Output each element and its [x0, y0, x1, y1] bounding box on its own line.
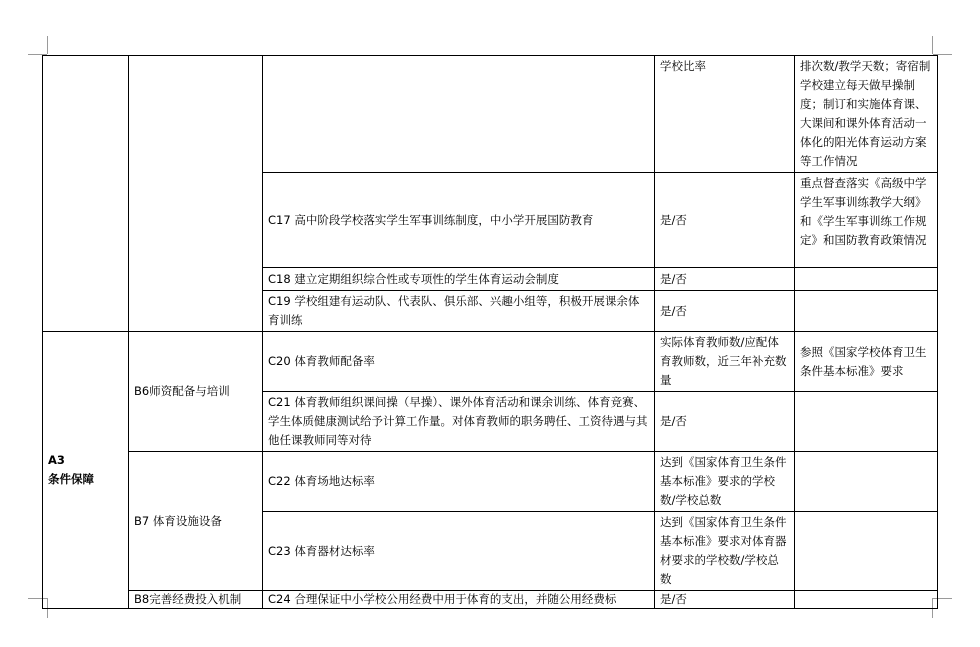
- table-row: [43, 332, 938, 392]
- indicator-cell: C21 体育教师组织课间操（早操）、课外体育活动和课余训练、体育竞赛、学生体质健康测试给予计算工作量。对体育教师的职务聘任、工资待遇与其他任课教师同等对待: [263, 392, 655, 452]
- level2-cell: B8完善经费投入机制: [129, 591, 263, 609]
- note-cell: [795, 291, 938, 332]
- table-row: [43, 591, 938, 609]
- level1-code: A3: [48, 453, 65, 467]
- note-cell: 参照《国家学校体育卫生条件基本标准》要求: [795, 332, 938, 392]
- measure-cell: 是/否: [655, 591, 795, 609]
- indicator-cell: C20 体育教师配备率: [263, 332, 655, 392]
- measure-cell: 是/否: [655, 173, 795, 268]
- crop-mark: [932, 36, 933, 54]
- level1-cell-continued: [43, 56, 129, 332]
- note-cell: 重点督查落实《高级中学学生军事训练教学大纲》和《学生军事训练工作规定》和国防教育政策情况: [795, 173, 938, 268]
- measure-cell: 是/否: [655, 268, 795, 291]
- indicator-cell: C24 合理保证中小学校公用经费中用于体育的支出，并随公用经费标: [263, 591, 655, 609]
- note-cell: [795, 512, 938, 591]
- indicator-cell: C17 高中阶段学校落实学生军事训练制度，中小学开展国防教育: [263, 173, 655, 268]
- table-row: [43, 452, 938, 512]
- note-cell: [795, 591, 938, 609]
- evaluation-table: [42, 55, 938, 609]
- level2-cell: B6师资配备与培训: [129, 332, 263, 452]
- note-cell: [795, 452, 938, 512]
- note-cell: [795, 392, 938, 452]
- measure-cell: 达到《国家体育卫生条件基本标准》要求的学校数/学校总数: [655, 452, 795, 512]
- measure-cell: 实际体育教师数/应配体育教师数，近三年补充数量: [655, 332, 795, 392]
- indicator-cell: C19 学校组建有运动队、代表队、俱乐部、兴趣小组等，积极开展课余体育训练: [263, 291, 655, 332]
- indicator-cell: [263, 56, 655, 173]
- indicator-cell: C23 体育器材达标率: [263, 512, 655, 591]
- note-cell: 排次数/教学天数；寄宿制学校建立每天做早操制度；制订和实施体育课、大课间和课外体育活动一体化的阳光体育运动方案等工作情况: [795, 56, 938, 173]
- level2-cell-continued: [129, 56, 263, 332]
- indicator-cell: C18 建立定期组织综合性或专项性的学生体育运动会制度: [263, 268, 655, 291]
- measure-cell: 是/否: [655, 392, 795, 452]
- measure-cell: 学校比率: [655, 56, 795, 173]
- note-cell: [795, 268, 938, 291]
- measure-cell: 达到《国家体育卫生条件基本标准》要求对体育器材要求的学校数/学校总数: [655, 512, 795, 591]
- indicator-cell: C22 体育场地达标率: [263, 452, 655, 512]
- measure-cell: 是/否: [655, 291, 795, 332]
- level1-name: 条件保障: [48, 472, 94, 486]
- table-row: [43, 56, 938, 173]
- crop-mark: [47, 36, 48, 54]
- level1-cell: [43, 332, 129, 609]
- level2-cell: B7 体育设施设备: [129, 452, 263, 591]
